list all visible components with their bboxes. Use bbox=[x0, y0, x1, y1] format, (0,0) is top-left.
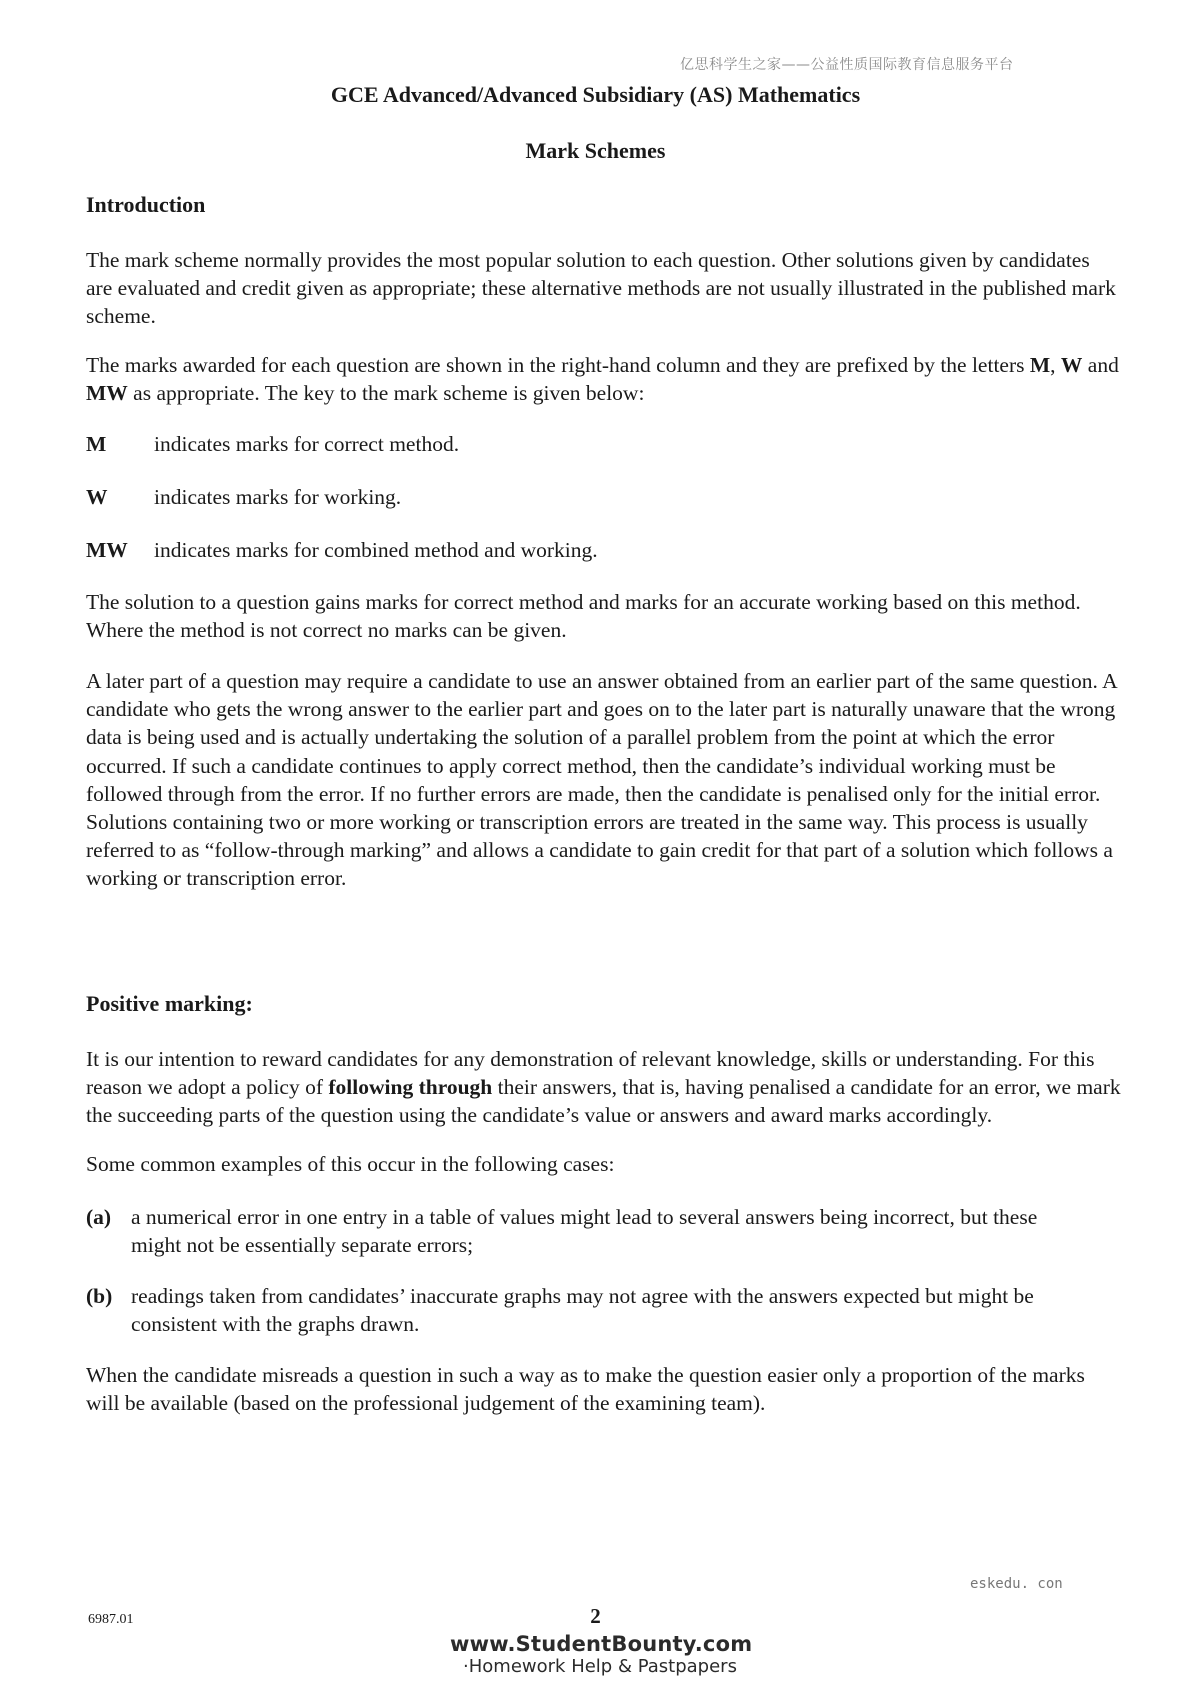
list-item-label: (a) bbox=[86, 1205, 112, 1229]
key-code: W bbox=[86, 485, 108, 509]
marks-key-paragraph bbox=[86, 351, 1121, 407]
list-item-text: a numerical error in one entry in a table of values might lead to several answers being incorrect, but these might not be essentially separate errors; bbox=[131, 1205, 1038, 1258]
closing-paragraph: When the candidate misreads a question in such a way as to make the question easier only a proportion of the marks will be available (based on the professional judgement of the examining team). bbox=[86, 1363, 1085, 1416]
watermark-text: 亿思科学生之家——公益性质国际教育信息服务平台 bbox=[680, 57, 1014, 73]
method-paragraph: The solution to a question gains marks for correct method and marks for an accurate working based on this method. Where the method is not correct no marks can be given. bbox=[86, 590, 1081, 643]
paper-code: 6987.01 bbox=[88, 1612, 134, 1627]
logo-tagline: ·Homework Help & Pastpapers bbox=[463, 1656, 737, 1677]
key-code: MW bbox=[86, 538, 128, 562]
intro-paragraph: The mark scheme normally provides the most popular solution to each question. Other solutions given by candidates are evaluated and credit given as appropriate; these alternative methods are not usually illustrated in the published mark scheme. bbox=[86, 248, 1116, 329]
marks-key-and: and bbox=[1082, 353, 1119, 377]
follow-through-paragraph: A later part of a question may require a candidate to use an answer obtained from an earlier part of the same question. A candidate who gets the wrong answer to the earlier part and goes on to the later part is naturally unaware that the wrong data is being used and is actually undertaking the solution of a parallel problem from the point at which the error occurred. If such a candidate continues to apply correct method, then the candidate’s individual working must be followed through from the error. If no further errors are made, then the candidate is penalised only for the initial error. Solutions containing two or more working or transcription errors are treated in the same way. This process is usually referred to as “follow-through marking” and allows a candidate to gain credit for that part of a solution which follows a working or transcription error. bbox=[86, 669, 1117, 891]
key-code: M bbox=[86, 432, 107, 456]
marks-key-text-start: The marks awarded for each question are shown in the right-hand column and they are prefixed by the letters bbox=[86, 353, 1030, 377]
introduction-heading: Introduction bbox=[86, 192, 206, 217]
key-letter-mw: MW bbox=[86, 381, 128, 406]
page-number: 2 bbox=[590, 1604, 601, 1628]
document-title: GCE Advanced/Advanced Subsidiary (AS) Mathematics bbox=[330, 82, 861, 107]
site-watermark: eskedu. con bbox=[970, 1576, 1063, 1592]
document-subtitle: Mark Schemes bbox=[525, 138, 666, 163]
marks-key-text-end: as appropriate. The key to the mark scheme is given below: bbox=[127, 381, 645, 406]
key-description: indicates marks for correct method. bbox=[154, 432, 460, 456]
positive-text-start: It is our intention to reward candidates for any demonstration of relevant knowledge, skills or understanding. For this reason we adopt a policy of bbox=[86, 1047, 1095, 1100]
positive-marking-heading: Positive marking: bbox=[86, 991, 253, 1016]
examples-intro: Some common examples of this occur in the following cases: bbox=[86, 1152, 615, 1176]
list-item-label: (b) bbox=[86, 1284, 113, 1308]
key-description: indicates marks for combined method and working. bbox=[154, 538, 598, 562]
key-description: indicates marks for working. bbox=[154, 485, 402, 509]
positive-text-end: their answers, that is, having penalised a candidate for an error, we mark the succeeding parts of the question using the candidate’s value or answers and award marks accordingly. bbox=[86, 1075, 1121, 1128]
key-letter-m: M bbox=[1029, 353, 1051, 377]
key-letter-w: W bbox=[1060, 353, 1083, 377]
positive-text-bold: following through bbox=[328, 1075, 493, 1100]
list-item-text: readings taken from candidates’ inaccurate graphs may not agree with the answers expected but might be consistent with the graphs drawn. bbox=[131, 1284, 1034, 1337]
studentbounty-logo bbox=[450, 1632, 753, 1678]
marks-key-comma: , bbox=[1050, 353, 1061, 377]
positive-marking-paragraph bbox=[86, 1045, 1121, 1130]
logo-url: www.StudentBounty.com bbox=[450, 1632, 753, 1656]
